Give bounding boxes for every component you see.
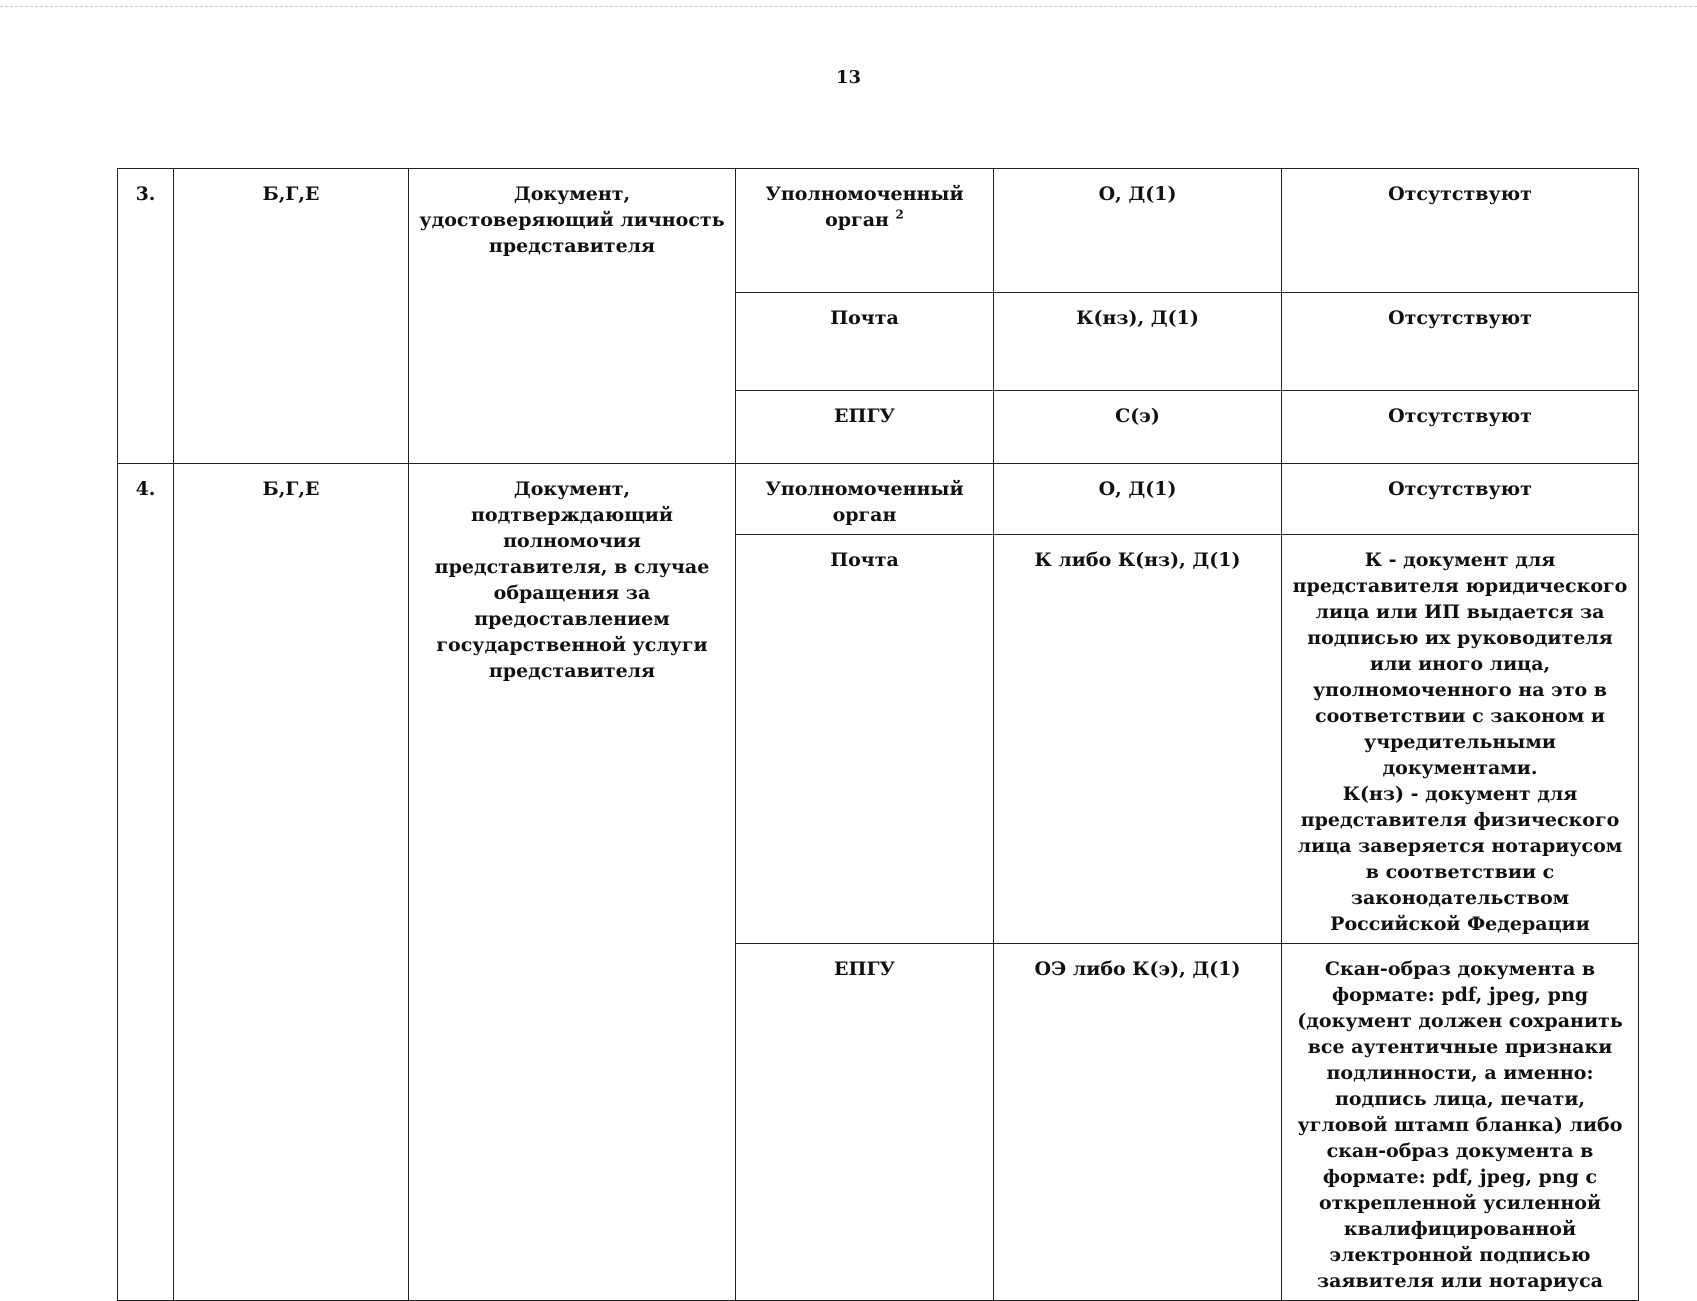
document-form: О, Д(1)	[994, 464, 1282, 535]
submission-channel: Уполномоченный орган $^2$	[736, 169, 994, 293]
page-number: 13	[835, 67, 862, 88]
document-form: С(э)	[994, 391, 1282, 464]
table-row	[118, 169, 1639, 293]
submission-channel: Почта	[736, 535, 994, 944]
submission-channel: ЕПГУ	[736, 944, 994, 1301]
document-requirements: Отсутствуют	[1282, 293, 1639, 391]
submission-channel: Почта	[736, 293, 994, 391]
document-form: К либо К(нз), Д(1)	[994, 535, 1282, 944]
document-form: К(нз), Д(1)	[994, 293, 1282, 391]
row-number: 4.	[118, 464, 174, 1301]
document-requirements: Отсутствуют	[1282, 169, 1639, 293]
applicant-categories: Б,Г,Е	[174, 464, 409, 1301]
document-name: Документ, подтверждающий полномочия представителя, в случае обращения за предоставлением государственной услуги представителя	[409, 464, 736, 1301]
submission-channel: ЕПГУ	[736, 391, 994, 464]
scan-top-rule	[0, 6, 1697, 7]
table-row	[118, 464, 1639, 535]
document-requirements: Отсутствуют	[1282, 391, 1639, 464]
submission-channel: Уполномоченный орган	[736, 464, 994, 535]
footnote-marker: 2	[895, 207, 904, 222]
document-requirements: Отсутствуют	[1282, 464, 1639, 535]
document-requirements: Скан-образ документа в формате: pdf, jpeg, png (документ должен сохранить все аутентичные признаки подлинности, а именно: подпись лица, печати, угловой штамп бланка) либо скан-образ документа в формате: pdf, jpeg, png с открепленной усиленной квалифицированной электронной подписью заявителя или нотариуса	[1282, 944, 1639, 1301]
documents-table	[117, 168, 1639, 1301]
document-form: ОЭ либо К(э), Д(1)	[994, 944, 1282, 1301]
document-name: Документ, удостоверяющий личность представителя	[409, 169, 736, 464]
document-requirements: К - документ для представителя юридического лица или ИП выдается за подписью их руководителя или иного лица, уполномоченного на это в соответствии с законом и учредительными документами. К(нз) - документ для представителя физического лица заверяется нотариусом в соответствии с законодательством Российской Федерации	[1282, 535, 1639, 944]
document-form: О, Д(1)	[994, 169, 1282, 293]
row-number: 3.	[118, 169, 174, 464]
applicant-categories: Б,Г,Е	[174, 169, 409, 464]
